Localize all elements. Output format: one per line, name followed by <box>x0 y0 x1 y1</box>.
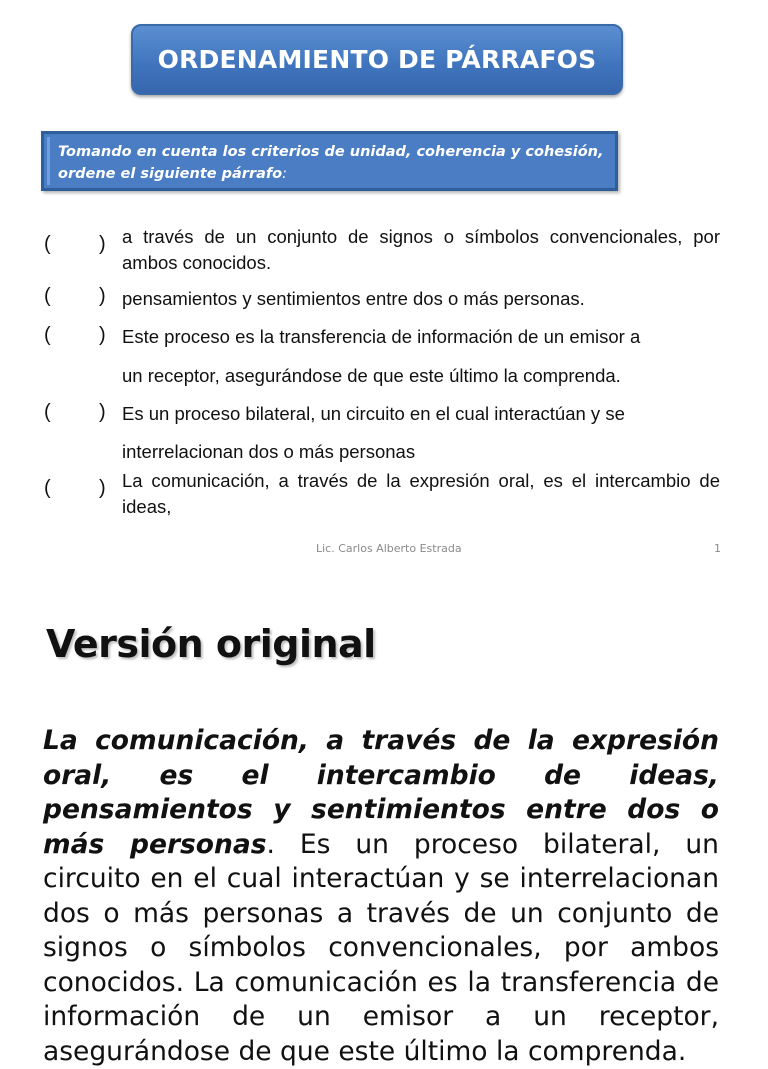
fragment-text-1: a través de un conjunto de signos o símbolos convencionales, por ambos conocidos. <box>122 226 720 273</box>
original-paragraph-rest: Es un proceso bilateral, un circuito en el cual interactúan y se interrelacionan dos o más personas a través de un conjunto de signos o símbolos convencionales, por ambos conocidos. La comunicación es la transferencia de información de un emisor a un receptor, asegurándose de que este último la comprenda. <box>43 828 719 1067</box>
original-version-heading: Versión original <box>46 622 376 666</box>
original-paragraph <box>43 724 719 1069</box>
fragment-text-3a: Este proceso es la transferencia de información de un emisor a <box>122 326 641 347</box>
answer-blank-open-3: ( <box>44 324 51 346</box>
answer-blank-close-1: ) <box>99 233 106 255</box>
answer-blank-close-2: ) <box>99 285 106 307</box>
instruction-colon: : <box>282 166 288 182</box>
footer-author: Lic. Carlos Alberto Estrada <box>316 542 462 555</box>
instruction-line-2-text: ordene el siguiente párrafo <box>58 166 283 182</box>
answer-blank-close-4: ) <box>99 401 106 423</box>
instruction-line-1: Tomando en cuenta los criterios de unidad, coherencia y cohesión, <box>58 144 604 160</box>
fragment-text-2: pensamientos y sentimientos entre dos o más personas. <box>122 288 585 309</box>
footer-page-number: 1 <box>714 542 721 555</box>
answer-blank-open-1: ( <box>44 233 51 255</box>
instruction-box <box>41 131 618 191</box>
answer-blank-close-3: ) <box>99 324 106 346</box>
fragment-text-4a: Es un proceso bilateral, un circuito en el cual interactúan y se <box>122 403 625 424</box>
fragment-text-5: La comunicación, a través de la expresión oral, es el intercambio de ideas, <box>122 470 720 517</box>
answer-blank-open-5: ( <box>44 477 51 499</box>
fragment-text-3b: un receptor, asegurándose de que este último la comprenda. <box>122 365 621 386</box>
original-paragraph-emphasis: La comunicación, a través de la expresión oral, es el intercambio de ideas, pensamientos y sentimientos entre dos o más personas <box>43 725 719 860</box>
answer-blank-open-2: ( <box>44 285 51 307</box>
fragment-text-4b: interrelacionan dos o más personas <box>122 441 416 462</box>
original-paragraph-period: . <box>266 828 275 860</box>
answer-blank-close-5: ) <box>99 477 106 499</box>
slide-title: ORDENAMIENTO DE PÁRRAFOS <box>131 24 623 95</box>
answer-blank-open-4: ( <box>44 401 51 423</box>
instruction-line-2 <box>58 163 605 185</box>
